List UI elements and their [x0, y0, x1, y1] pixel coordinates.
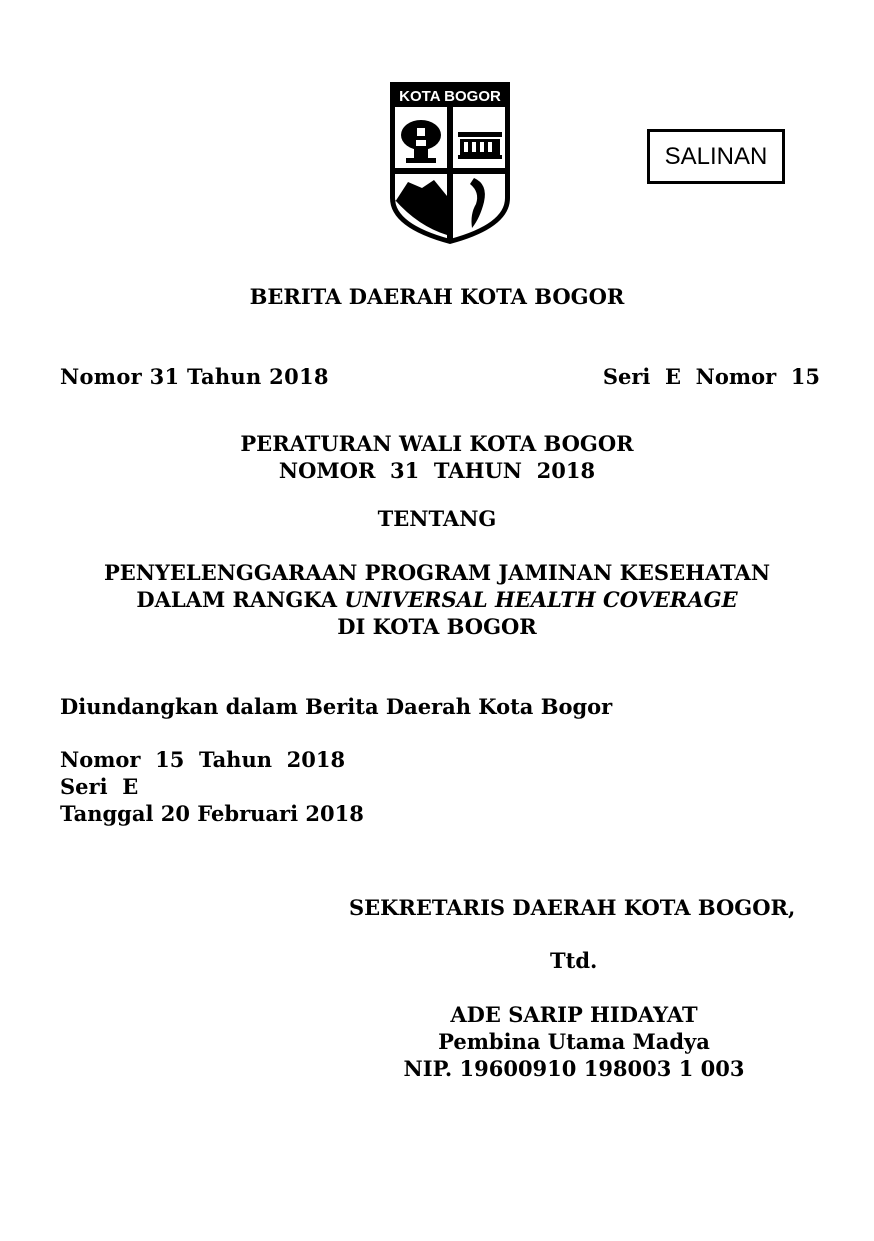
- promulgation-series: Seri E: [60, 774, 139, 799]
- regulation-title: PERATURAN WALI KOTA BOGOR: [240, 431, 634, 456]
- gazette-title: BERITA DAERAH KOTA BOGOR: [249, 284, 625, 309]
- kota-bogor-coat-of-arms-logo: [388, 80, 512, 246]
- regulation-subject-line-2: [0, 586, 874, 613]
- signatory-name: ADE SARIP HIDAYAT: [450, 1002, 698, 1027]
- subject-italic-term: UNIVERSAL HEALTH COVERAGE: [344, 587, 738, 612]
- promulgation-intro: Diundangkan dalam Berita Daerah Kota Bogor: [60, 694, 613, 719]
- regulation-subject-line-3: DI KOTA BOGOR: [337, 614, 537, 639]
- salinan-stamp: SALINAN: [647, 129, 785, 184]
- promulgation-date: Tanggal 20 Februari 2018: [60, 801, 364, 826]
- signatory-office: SEKRETARIS DAERAH KOTA BOGOR,: [349, 895, 796, 920]
- gazette-series-number: Seri E Nomor 15: [602, 364, 820, 389]
- promulgation-number: Nomor 15 Tahun 2018: [60, 747, 346, 772]
- signatory-rank: Pembina Utama Madya: [438, 1029, 710, 1054]
- gazette-number: Nomor 31 Tahun 2018: [60, 364, 329, 389]
- about-heading: TENTANG: [377, 506, 497, 531]
- signatory-nip: NIP. 19600910 198003 1 003: [403, 1056, 745, 1081]
- regulation-number: NOMOR 31 TAHUN 2018: [278, 458, 596, 483]
- subject-prefix: DALAM RANGKA: [136, 587, 345, 612]
- logo-caption: KOTA BOGOR: [399, 88, 501, 105]
- regulation-subject-line-1: PENYELENGGARAAN PROGRAM JAMINAN KESEHATAN: [103, 560, 771, 585]
- signed-mark: Ttd.: [550, 948, 598, 973]
